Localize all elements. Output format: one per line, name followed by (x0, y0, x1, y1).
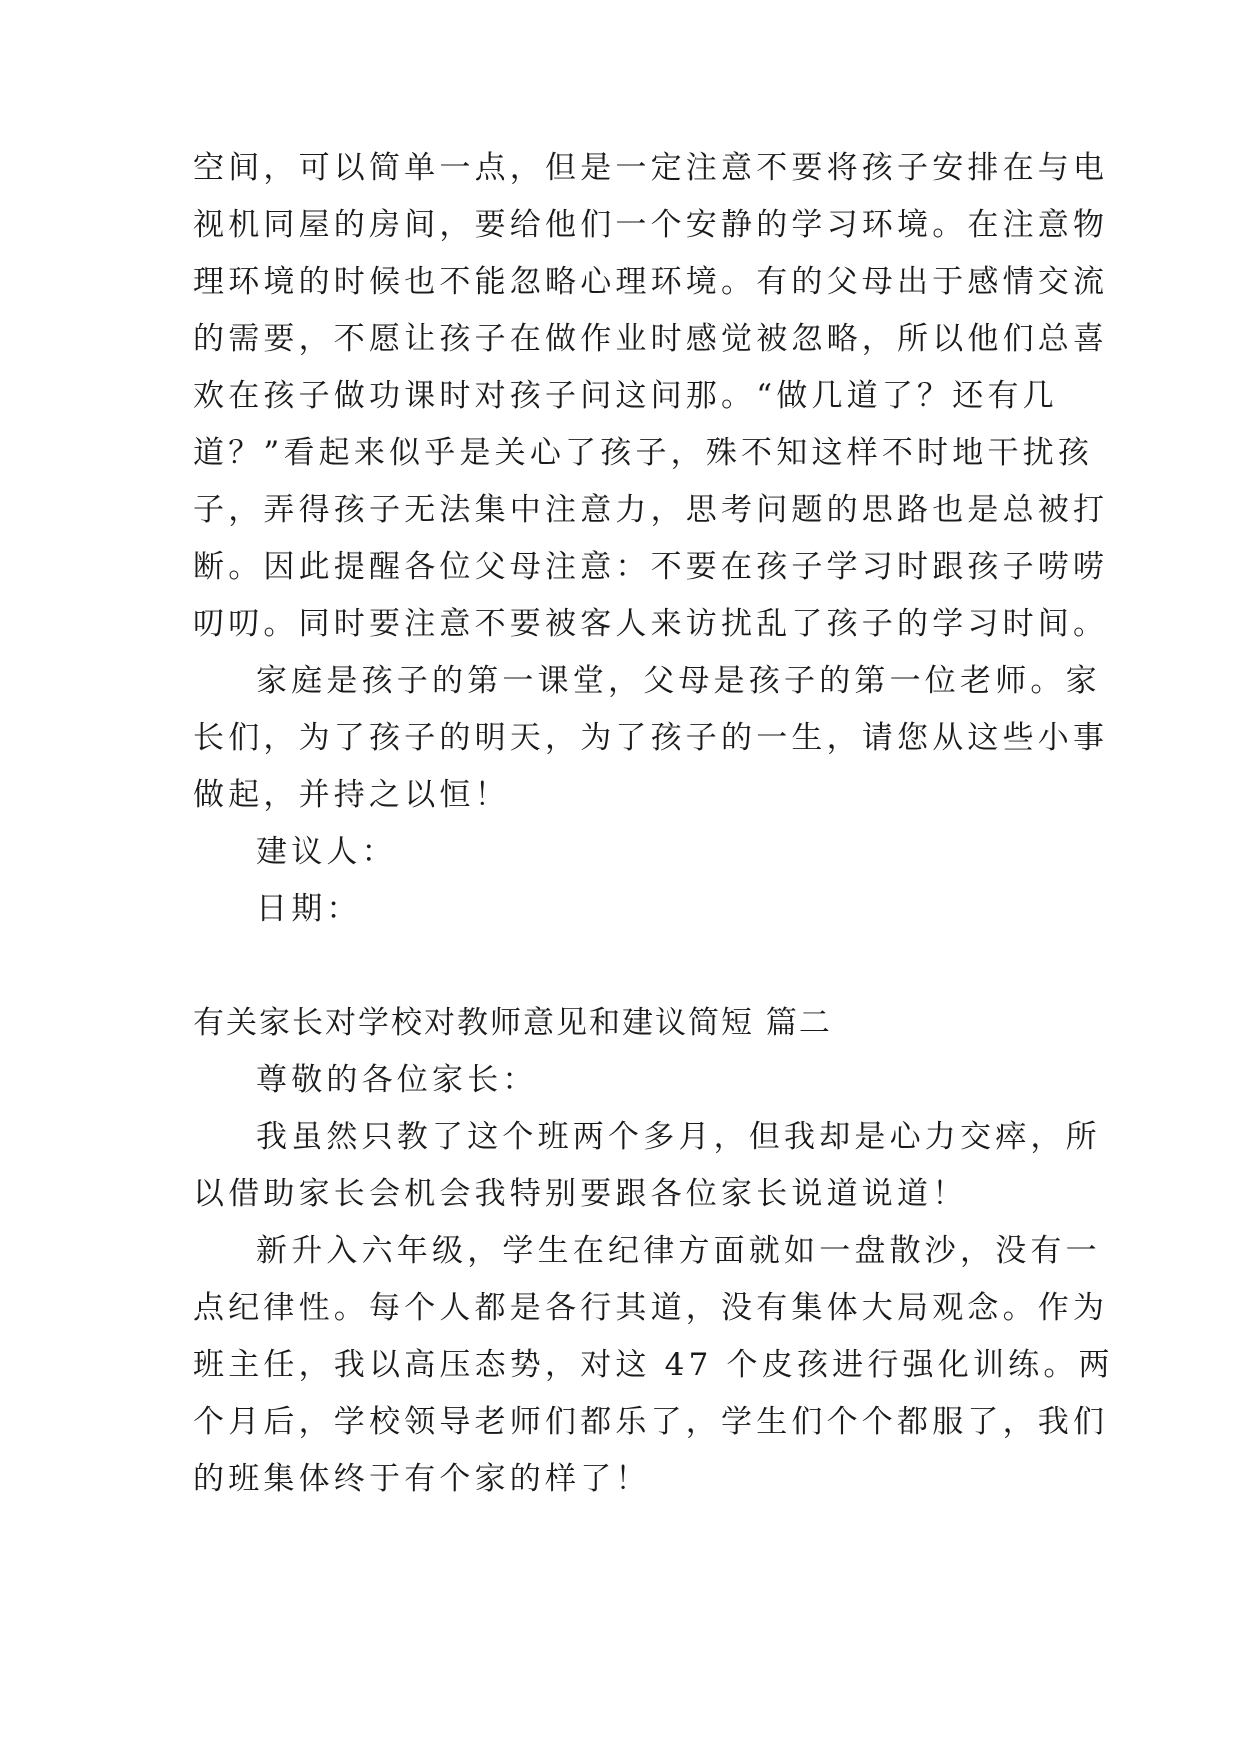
paragraph-line: 视机同屋的房间，要给他们一个安静的学习环境。在注意物 (193, 207, 1109, 243)
paragraph-line: 的需要，不愿让孩子在做作业时感觉被忽略，所以他们总喜 (193, 321, 1109, 357)
signer-label: 建议人： (256, 834, 397, 870)
paragraph-line: 的班集体终于有个家的样了！ (193, 1461, 651, 1497)
section-title: 有关家长对学校对教师意见和建议简短 篇二 (193, 1005, 832, 1041)
paragraph-line: 做起，并持之以恒！ (193, 777, 510, 813)
paragraph-line: 我虽然只教了这个班两个多月，但我却是心力交瘁，所 (256, 1119, 1101, 1155)
greeting: 尊敬的各位家长： (256, 1062, 538, 1098)
paragraph-line: 道？”看起来似乎是关心了孩子，殊不知这样不时地干扰孩 (193, 435, 1094, 471)
paragraph-line: 班主任，我以高压态势，对这 47 个皮孩进行强化训练。两 (193, 1347, 1114, 1383)
paragraph-line: 叨叨。同时要注意不要被客人来访扰乱了孩子的学习时间。 (193, 606, 1109, 642)
paragraph-line: 以借助家长会机会我特别要跟各位家长说道说道！ (193, 1176, 968, 1212)
paragraph-line: 新升入六年级，学生在纪律方面就如一盘散沙，没有一 (256, 1233, 1101, 1269)
date-label: 日期： (256, 891, 362, 927)
paragraph-line: 家庭是孩子的第一课堂，父母是孩子的第一位老师。家 (256, 663, 1101, 699)
paragraph-line: 个月后，学校领导老师们都乐了，学生们个个都服了，我们 (193, 1404, 1109, 1440)
paragraph-line: 长们，为了孩子的明天，为了孩子的一生，请您从这些小事 (193, 720, 1109, 756)
paragraph-line: 理环境的时候也不能忽略心理环境。有的父母出于感情交流 (193, 264, 1109, 300)
paragraph-line: 欢在孩子做功课时对孩子问这问那。“做几道了？还有几 (193, 378, 1058, 414)
paragraph-line: 点纪律性。每个人都是各行其道，没有集体大局观念。作为 (193, 1290, 1109, 1326)
paragraph-line: 空间，可以简单一点，但是一定注意不要将孩子安排在与电 (193, 150, 1109, 186)
paragraph-line: 子，弄得孩子无法集中注意力，思考问题的思路也是总被打 (193, 492, 1109, 528)
paragraph-line: 断。因此提醒各位父母注意：不要在孩子学习时跟孩子唠唠 (193, 549, 1109, 585)
